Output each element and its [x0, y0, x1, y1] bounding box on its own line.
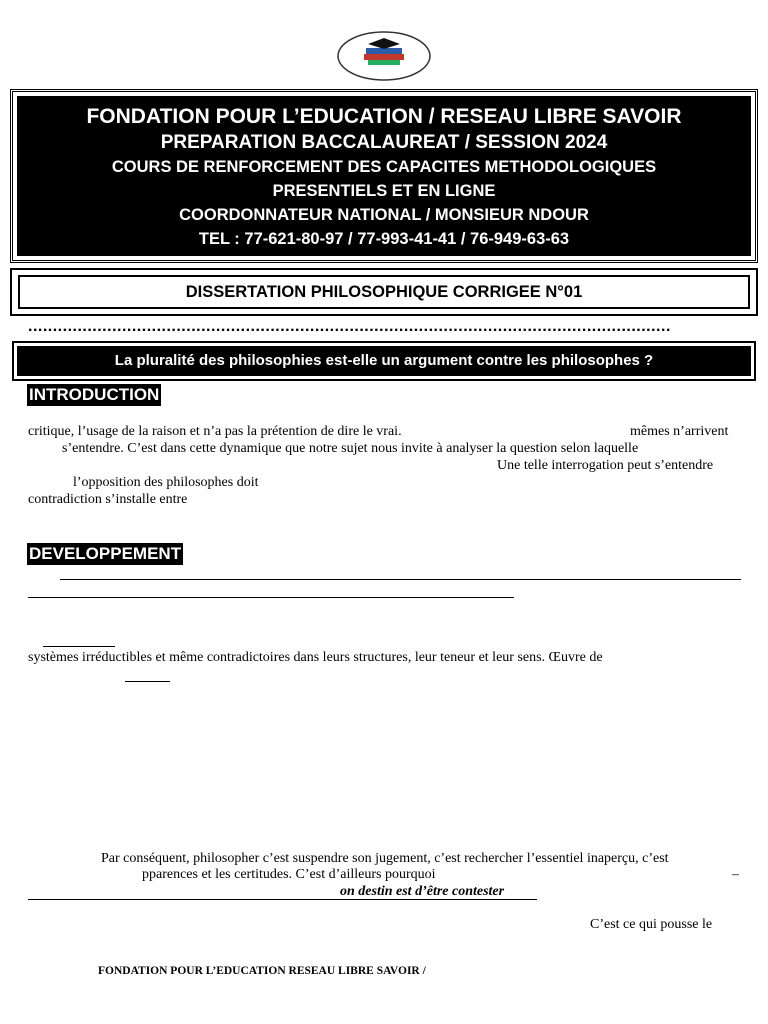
developpement-heading: DEVELOPPEMENT [29, 544, 182, 563]
emphasis-underline [28, 899, 537, 900]
dev-emphasis: on destin est d’être contester [340, 884, 505, 899]
blank-line [28, 597, 514, 598]
header-box [10, 89, 758, 263]
intro-line-1b: mêmes n’arrivent [630, 424, 729, 439]
header-line-course: COURS DE RENFORCEMENT DES CAPACITES METHODOLOGIQUES [111, 158, 657, 176]
blank-line [125, 681, 170, 682]
header-line-session: PREPARATION BACCALAUREAT / SESSION 2024 [160, 132, 608, 153]
subject-box [12, 341, 756, 381]
header-banner [17, 96, 751, 256]
blank-line [60, 579, 741, 580]
doc-title: DISSERTATION PHILOSOPHIQUE CORRIGEE N°01 [18, 275, 750, 309]
logo [334, 30, 434, 82]
header-line-phone: TEL : 77-621-80-97 / 77-993-41-41 / 76-949-63-63 [198, 230, 570, 248]
dev-line-2: Par conséquent, philosopher c’est suspendre son jugement, c’est rechercher l’essentiel inaperçu, c’est [101, 851, 669, 866]
introduction-heading: INTRODUCTION [29, 385, 160, 404]
dotted-separator: .................................................................................................................................. [28, 318, 671, 335]
blank-line [43, 646, 115, 647]
intro-line-1a: critique, l’usage de la raison et n’a pas la prétention de dire le vrai. [28, 424, 402, 439]
header-line-coordinator: COORDONNATEUR NATIONAL / MONSIEUR NDOUR [179, 206, 589, 224]
dev-line-1: systèmes irréductibles et même contradictoires dans leurs structures, leur teneur et leur sens. Œuvre de [28, 650, 603, 665]
doc-title-box [10, 268, 758, 316]
header-line-foundation: FONDATION POUR L’EDUCATION / RESEAU LIBRE SAVOIR [86, 105, 682, 128]
intro-line-4: l’opposition des philosophes doit [73, 475, 259, 490]
dev-line-4: C’est ce qui pousse le [590, 917, 713, 932]
subject-question: La pluralité des philosophies est-elle un argument contre les philosophes ? [17, 346, 751, 376]
header-line-mode: PRESENTIELS ET EN LIGNE [272, 182, 496, 200]
intro-line-2: s’entendre. C’est dans cette dynamique que notre sujet nous invite à analyser la question selon laquelle [62, 441, 639, 456]
dev-line-3-dash: – [732, 867, 739, 882]
intro-line-3: Une telle interrogation peut s’entendre [497, 458, 714, 473]
footer-text: FONDATION POUR L’EDUCATION RESEAU LIBRE SAVOIR / [98, 965, 426, 977]
intro-line-5: contradiction s’installe entre [28, 492, 188, 507]
dev-line-3: pparences et les certitudes. C’est d’ailleurs pourquoi [142, 867, 436, 882]
